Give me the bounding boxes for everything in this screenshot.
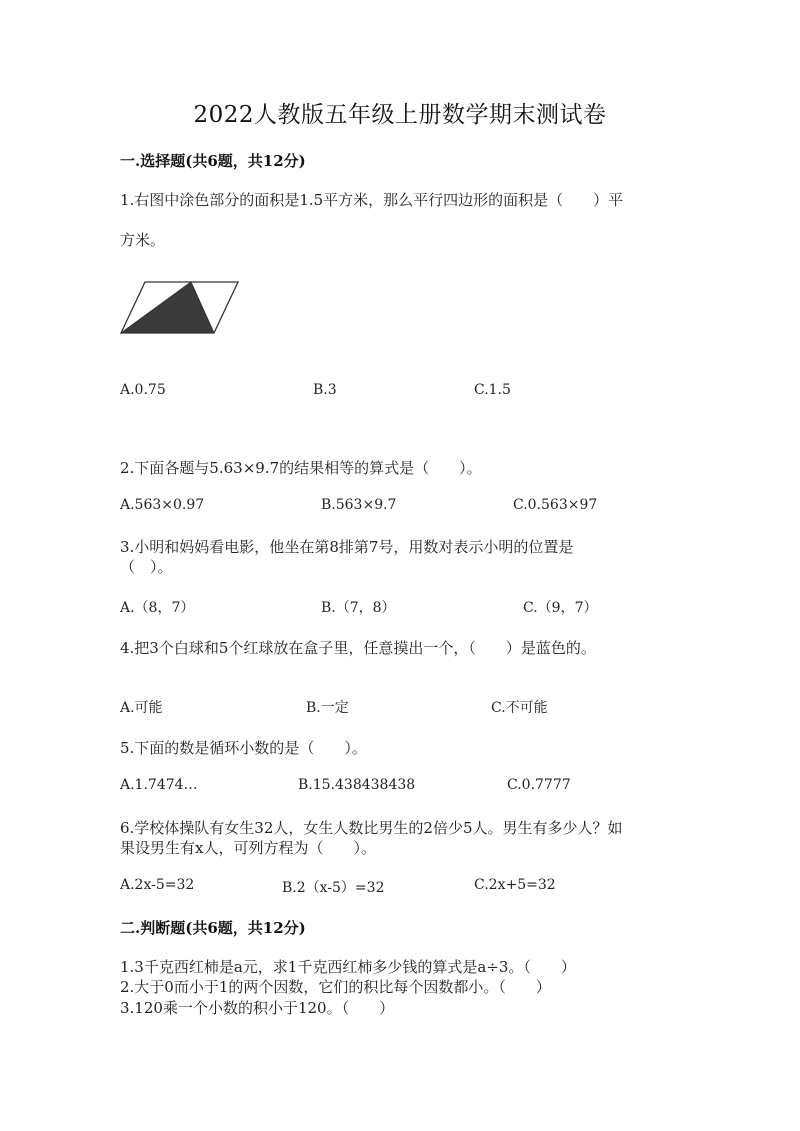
q2-option-a: A.563×0.97 xyxy=(120,497,205,513)
q3-option-c: C.（9，7） xyxy=(523,600,598,616)
question-4-text: 4.把3个白球和5个红球放在盒子里，任意摸出一个，（ ）是蓝色的。 xyxy=(120,639,596,657)
question-2-text: 2.下面各题与5.63×9.7的结果相等的算式是（ ）。 xyxy=(120,459,482,477)
question-6-text-cont: 果设男生有x人，可列方程为（ ）。 xyxy=(120,839,376,857)
q5-option-a: A.1.7474… xyxy=(120,777,198,793)
question-1-text: 1.右图中涂色部分的面积是1.5平方米，那么平行四边形的面积是（ ）平 xyxy=(120,191,624,209)
judge-item-1: 1.3千克西红柿是a元，求1千克西红柿多少钱的算式是a÷3。（ ） xyxy=(120,958,576,976)
judge-item-3: 3.120乘一个小数的积小于120。（ ） xyxy=(120,999,395,1017)
question-5-text: 5.下面的数是循环小数的是（ ）。 xyxy=(120,739,367,757)
question-3-text-cont: （ ）。 xyxy=(120,558,173,576)
shaded-triangle xyxy=(121,282,214,333)
question-3-text: 3.小明和妈妈看电影，他坐在第8排第7号，用数对表示小明的位置是 xyxy=(120,538,574,556)
q2-option-b: B.563×9.7 xyxy=(321,497,397,513)
question-1-text-cont: 方米。 xyxy=(120,231,166,249)
page-title: 2022人教版五年级上册数学期末测试卷 xyxy=(193,102,607,128)
q3-option-b: B.（7，8） xyxy=(321,600,396,616)
q5-option-c: C.0.7777 xyxy=(507,777,571,793)
q1-option-b: B.3 xyxy=(313,382,337,398)
q4-option-b: B.一定 xyxy=(306,700,349,716)
parallelogram-figure xyxy=(120,280,240,336)
section-heading-judge: 二.判断题(共6题，共12分) xyxy=(120,919,306,937)
question-6-text: 6.学校体操队有女生32人，女生人数比男生的2倍少5人。男生有多少人？如 xyxy=(120,819,623,837)
judge-item-2: 2.大于0而小于1的两个因数，它们的积比每个因数都小。（ ） xyxy=(120,978,551,996)
q2-option-c: C.0.563×97 xyxy=(513,497,598,513)
q6-option-c: C.2x+5=32 xyxy=(474,877,556,893)
q4-option-a: A.可能 xyxy=(120,700,163,716)
q6-option-b: B.2（x-5）=32 xyxy=(282,880,385,896)
section-heading-choice: 一.选择题(共6题，共12分) xyxy=(120,152,306,170)
q3-option-a: A.（8，7） xyxy=(120,600,195,616)
q1-option-a: A.0.75 xyxy=(120,382,166,398)
q6-option-a: A.2x-5=32 xyxy=(120,877,195,893)
q5-option-b: B.15.438438438 xyxy=(298,777,416,793)
q4-option-c: C.不可能 xyxy=(491,700,548,716)
q1-option-c: C.1.5 xyxy=(474,382,511,398)
